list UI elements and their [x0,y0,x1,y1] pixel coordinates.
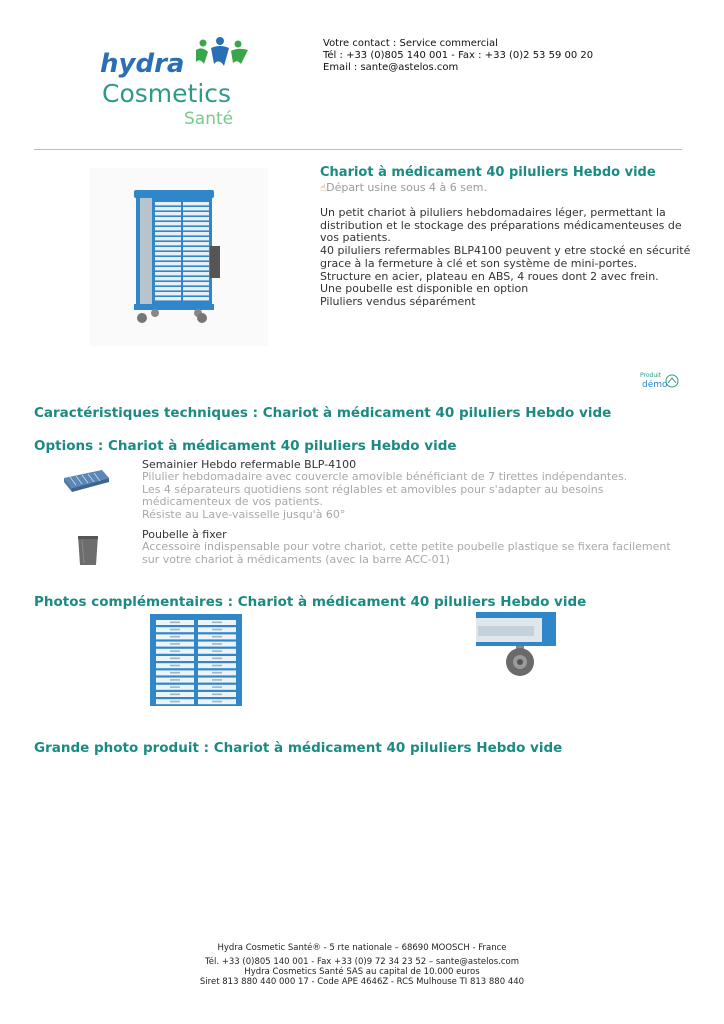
contact-email: Email : sante@astelos.com [323,62,459,73]
delivery-info [320,181,487,194]
big-photo-heading: Grande photo produit : Chariot à médicament 40 piluliers Hebdo vide [34,740,563,756]
footer-phone: Tél. +33 (0)805 140 001 - Fax +33 (0)9 72 34 23 52 – sante@astelos.com [205,957,519,967]
extra-photo-wheel[interactable] [472,612,564,706]
people-icon [196,37,248,66]
demo-product-badge[interactable] [638,369,680,391]
option-desc-line: Résiste au Lave-vaisselle jusqu'à 60° [142,508,346,522]
option-description [142,541,687,566]
header-divider [34,149,682,150]
product-title: Chariot à médicament 40 piluliers Hebdo vide [320,165,656,180]
footer-address: Hydra Cosmetic Santé® - 5 rte nationale – 68690 MOOSCH - France [217,943,507,953]
option-desc-line: Les 4 séparateurs quotidiens sont réglables et amovibles pour s'adapter au besoins médicamenteux de vos patients. [142,482,604,509]
hand-icon: ☝ [320,183,327,194]
product-description [320,207,692,309]
company-logo [98,36,258,128]
product-photo[interactable] [90,168,268,346]
demo-badge-line1: Produit [640,372,662,379]
option-description [142,471,687,522]
option-name: Poubelle à fixer [142,528,227,541]
footer-siret: Siret 813 880 440 000 17 - Code APE 4646Z - RCS Mulhouse TI 813 880 440 [199,977,525,987]
option-name: Semainier Hebdo refermable BLP-4100 [142,458,357,471]
desc-paragraph: 40 piluliers refermables BLP4100 peuvent y etre stocké en sécurité grace à la fermeture à clé et son système de mini-portes. [320,244,691,270]
footer-capital: Hydra Cosmetics Santé SAS au capital de 10.000 euros [244,967,480,977]
delivery-text: Départ usine sous 4 à 6 sem. [326,181,487,194]
option-desc-line: Accessoire indispensable pour votre chariot, cette petite poubelle plastique se fixera facilement sur votre chariot à médicaments (avec la barre ACC-01) [142,540,671,566]
demo-badge-line2: démo [642,380,668,390]
desc-paragraph: Un petit chariot à piluliers hebdomadaires léger, permettant la distribution et le stockage des préparations médicamenteuses de vos patients. [320,206,682,245]
extra-photo-drawers[interactable] [150,614,242,706]
desc-paragraph: Piluliers vendus séparément [320,294,476,308]
desc-paragraph: Une poubelle est disponible en option [320,282,529,296]
photos-heading: Photos complémentaires : Chariot à médicament 40 piluliers Hebdo vide [34,594,587,610]
logo-cosmetics: Cosmetics [102,79,232,108]
option-desc-line: Pilulier hebdomadaire avec couvercle amovible bénéficiant de 7 tirettes indépendantes. [142,470,628,483]
specs-heading: Caractéristiques techniques : Chariot à médicament 40 piluliers Hebdo vide [34,405,612,421]
contact-block [323,38,593,74]
options-heading: Options : Chariot à médicament 40 piluliers Hebdo vide [34,438,457,454]
logo-hydra: hydra [100,49,185,79]
contact-label: Votre contact : Service commercial [323,38,498,49]
pill-organizer-thumbnail[interactable] [62,466,110,492]
trash-bin-thumbnail[interactable] [74,532,102,568]
contact-phone: Tél : +33 (0)805 140 001 - Fax : +33 (0)2 53 59 00 20 [323,50,594,61]
logo-sante: Santé [184,109,234,128]
desc-paragraph: Structure en acier, plateau en ABS, 4 roues dont 2 avec frein. [320,269,659,283]
